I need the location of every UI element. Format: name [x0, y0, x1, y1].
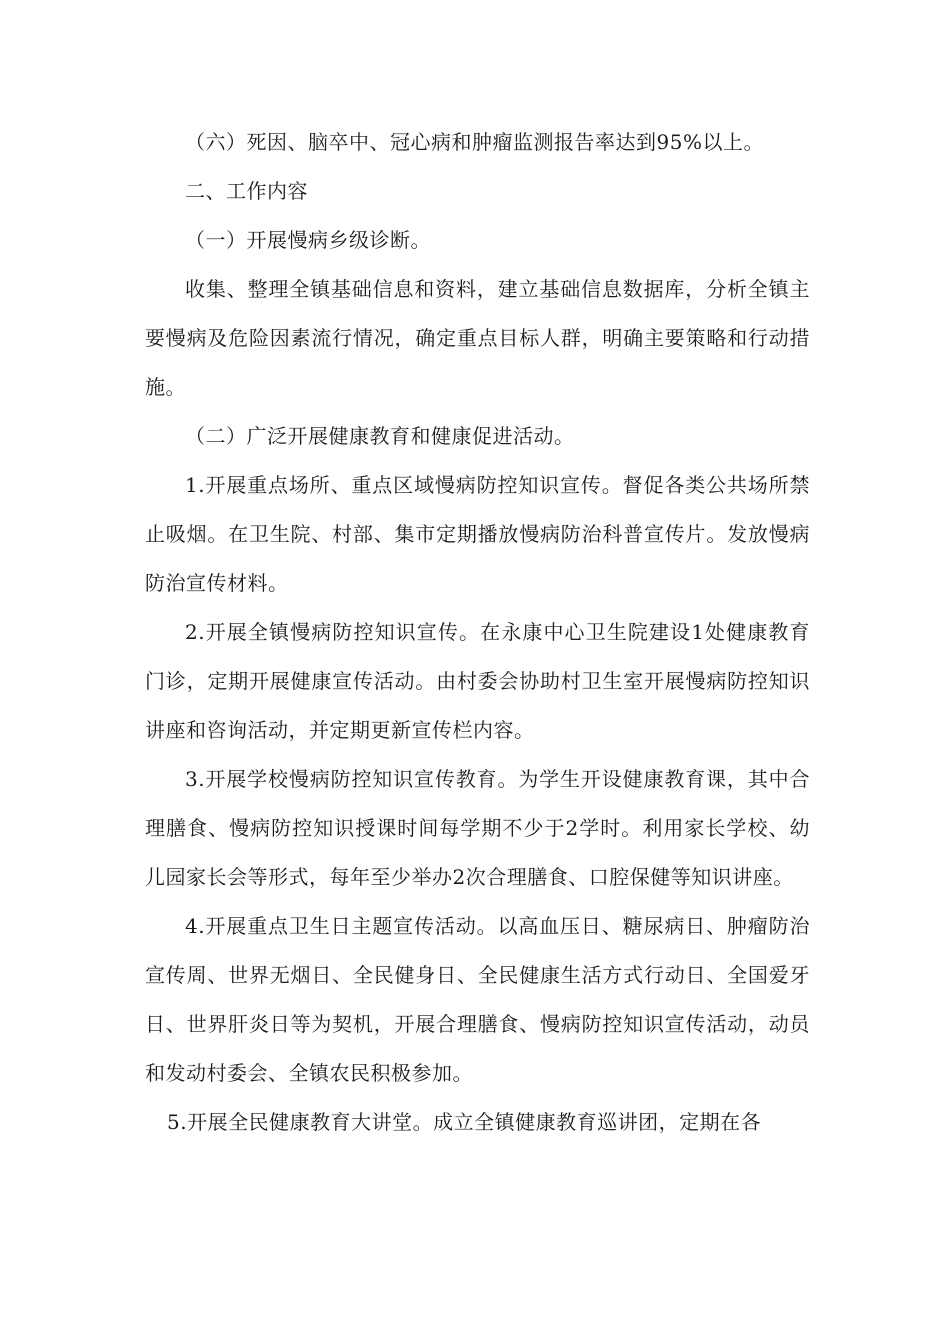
paragraph-item-5: 5.开展全民健康教育大讲堂。成立全镇健康教育巡讲团，定期在各 [167, 1110, 762, 1134]
paragraph-item-4: 4.开展重点卫生日主题宣传活动。以高血压日、糖尿病日、肿瘤防治宣传周、世界无烟日、全民健身日、全民健康生活方式行动日、全国爱牙日、世界肝炎日等为契机，开展合理膳食、慢病防控知识宣传活动，动员和发动村委会、全镇农民积极参加。 [145, 914, 810, 1085]
section-heading-work-content: 二、工作内容 [185, 179, 308, 203]
paragraph-diagnosis-body: 收集、整理全镇基础信息和资料，建立基础信息数据库，分析全镇主要慢病及危险因素流行情况，确定重点目标人群，明确主要策略和行动措施。 [145, 277, 810, 399]
document-body [145, 118, 810, 1147]
paragraph-item-1: 1.开展重点场所、重点区域慢病防控知识宣传。督促各类公共场所禁止吸烟。在卫生院、村部、集市定期播放慢病防治科普宣传片。发放慢病防治宣传材料。 [145, 473, 810, 595]
subheading-health-education: （二）广泛开展健康教育和健康促进活动。 [185, 424, 575, 448]
paragraph-item-2: 2.开展全镇慢病防控知识宣传。在永康中心卫生院建设1处健康教育门诊，定期开展健康宣传活动。由村委会协助村卫生室开展慢病防控知识讲座和咨询活动，并定期更新宣传栏内容。 [145, 620, 810, 742]
paragraph-item-3: 3.开展学校慢病防控知识宣传教育。为学生开设健康教育课，其中合理膳食、慢病防控知识授课时间每学期不少于2学时。利用家长学校、幼儿园家长会等形式，每年至少举办2次合理膳食、口腔保健等知识讲座。 [145, 767, 810, 889]
paragraph-goal-6: （六）死因、脑卒中、冠心病和肿瘤监测报告率达到95%以上。 [185, 130, 764, 154]
subheading-diagnosis: （一）开展慢病乡级诊断。 [185, 228, 431, 252]
